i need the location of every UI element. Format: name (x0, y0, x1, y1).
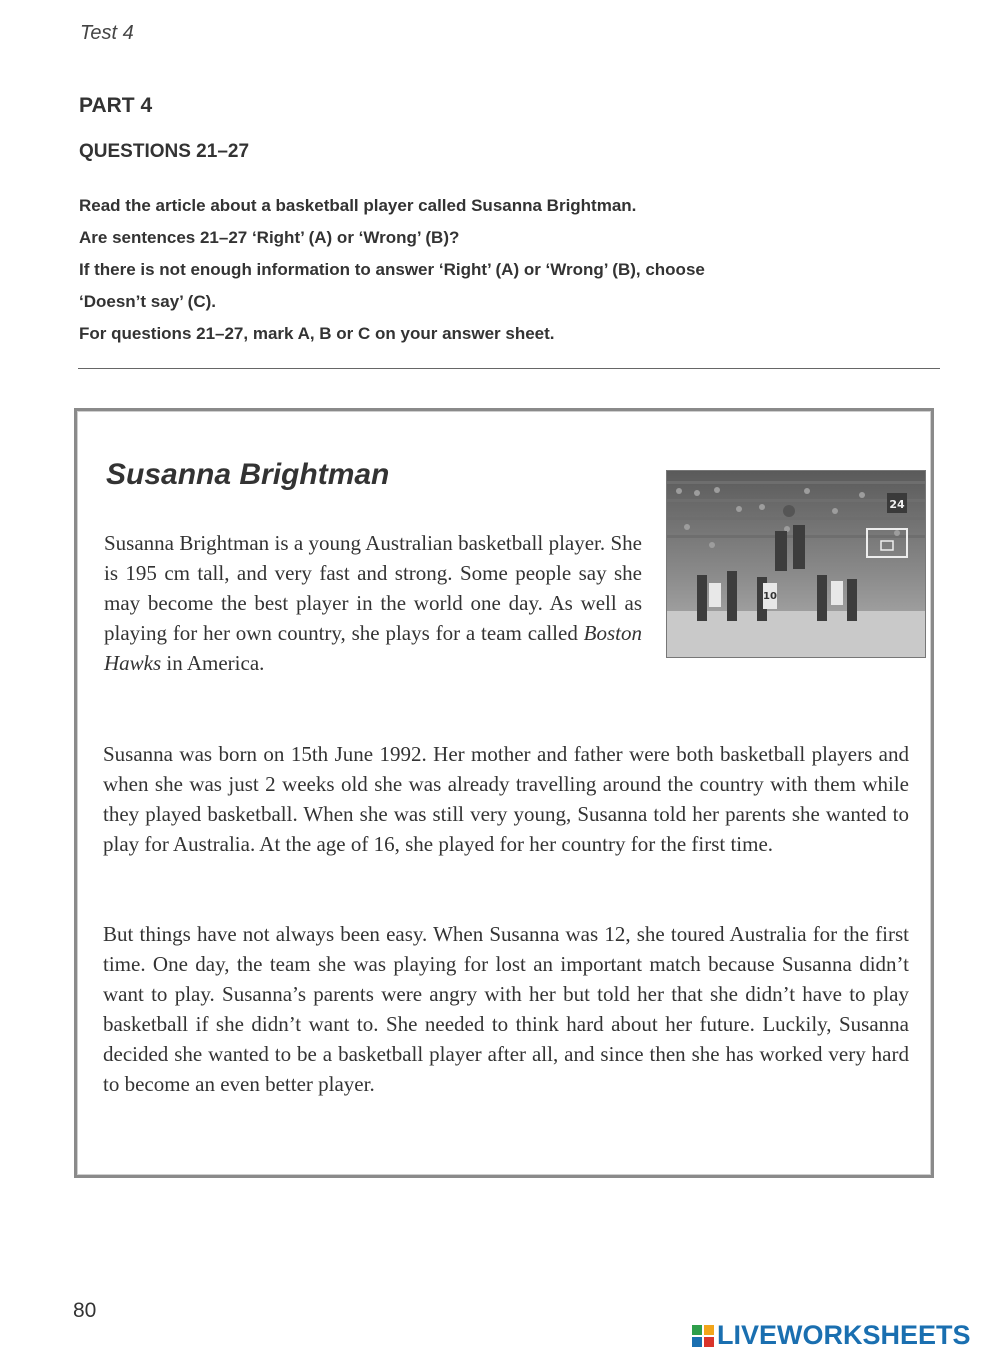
article-paragraph-3: But things have not always been easy. When Susanna was 12, she toured Australia for the first time. One day, the team she was playing for lost an important match because Susanna didn’t want to play. Susanna’s parents were angry with her but told her that she didn’t have to play basketball if she didn’t want to. She needed to think hard about her future. Luckily, Susanna decided she wanted to be a basketball player after all, and since then she has worked very hard to become an even better player. (103, 922, 909, 1096)
divider (78, 368, 940, 369)
instruction-line: Are sentences 21–27 ‘Right’ (A) or ‘Wrong’ (B)? (79, 228, 460, 247)
paragraph-text: Susanna Brightman is a young Australian basketball player. She is 195 cm tall, and very fast and strong. Some people say she may become the best player in the world one day. As well as playing for her own country, she plays for a team called (104, 531, 642, 645)
questions-title: QUESTIONS 21–27 (79, 141, 250, 162)
jersey-number: 10 (763, 591, 777, 602)
instruction-line: For questions 21–27, mark A, B or C on your answer sheet. (79, 324, 555, 343)
article-paragraph-2: Susanna was born on 15th June 1992. Her mother and father were both basketball players and when she was just 2 weeks old she was already travelling around the country with them while they played basketball. When she was still very young, Susanna told her parents she wanted to play for Australia. At the age of 16, she played for her country for the first time. (103, 742, 909, 856)
instruction-line: ‘Doesn’t say’ (C). (79, 292, 216, 311)
paragraph-text: in America. (161, 651, 265, 675)
basketball-photo (666, 470, 926, 658)
shot-clock: 24 (889, 498, 905, 511)
brand-name: LIVEWORKSHEETS (717, 1320, 971, 1350)
basketball-game-photo-icon (667, 471, 925, 657)
part-title: PART 4 (79, 94, 153, 117)
team-name: Boston Hawks (104, 621, 642, 675)
page-number: 80 (73, 1299, 97, 1322)
article-title: Susanna Brightman (106, 458, 390, 491)
brand-logo (692, 1320, 971, 1351)
liveworksheets-icon (692, 1325, 714, 1347)
instruction-line: If there is not enough information to answer ‘Right’ (A) or ‘Wrong’ (B), choose (79, 260, 705, 279)
instructions (79, 190, 879, 350)
article-paragraph-1 (104, 528, 642, 678)
running-head: Test 4 (80, 22, 134, 44)
instruction-line: Read the article about a basketball player called Susanna Brightman. (79, 196, 637, 215)
